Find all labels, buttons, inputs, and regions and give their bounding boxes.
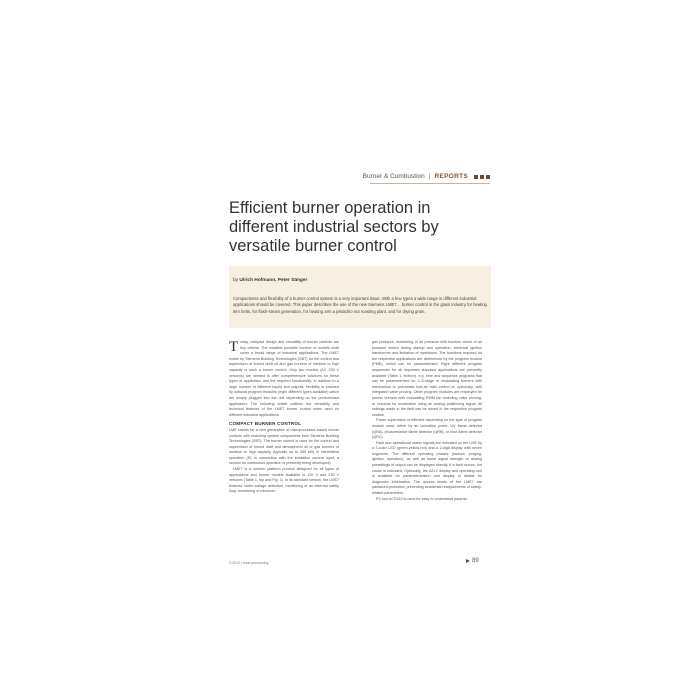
drop-cap: T [229,339,239,355]
subheading: COMPACT BURNER CONTROL [229,421,302,427]
footer-page [466,558,479,564]
square-icon [486,175,490,179]
square-icon [480,175,484,179]
square-icon [474,175,478,179]
section-header [363,173,490,180]
byline [233,278,307,283]
abstract: Compactness and flexibility of a burner control system is a very important issue. With a few types a wide range in different industrial applications should be covered. This paper describes the use of the new Siemens LME7… burner control in the glass industry for heating lehr belts, for flash-steam generation, for heating arm a pistachio nut roasting plant, and for drying grain. [233,296,487,314]
body-paragraph: LME7 is a uniform platform product designed for all types of applications and burner models available in 120 V and 230 V versions (Table 1, top and Fig. 1). In its standard version, the LME7 features under-voltage detection, monitoring of an external safety loop, monitoring of minimum [229,467,339,494]
page-number: 89 [472,558,479,564]
body-paragraph: Flame supervision is effected depending on the type of program module used, either by an ionization probe, UV flame detector (QRA), photoresistive flame detector (QRB), or blue-flame detector (QRC). [372,418,482,440]
text-column-2 [372,340,482,502]
category-label: REPORTS [434,173,468,180]
byline-prefix: by [233,278,239,283]
body-paragraph: PC tool ACS410 is used for easy to understand parame- [376,496,468,501]
authors: Ulrich Hofmann, Peter Sänger [239,278,308,283]
intro-paragraph [229,340,339,418]
triangle-icon [466,559,470,563]
intro-text: oday, compact design and versatility of burner controls are key criteria. The smallest possible number of models shall cover a broad range of industrial applications. The LME7 model by Siemens Building Technologies (SBT) for the control and supervision of forced draft oil and gas burners of medium to high capacity is such a burner control. Only two models (AC 230 V versions) are needed to offer comprehensive solutions for these types of application and the required functionality. In addition to a large number of different inputs and outputs, flexibility is ensured by optional program modules (eight different types available) which are simply plugged into the unit depending on the predominant application. The following article outlines the versatility and technical features of the LME7 burner control when used on different industrial applications. [229,340,339,417]
header-squares-icon [474,175,490,179]
article-title: Efficient burner operation in different industrial sectors by versatile burner control [229,199,439,255]
text-column-1 [229,340,339,495]
footer-issue: 2-2010 | heat processing [229,561,269,565]
header-rule [370,183,490,184]
header-separator: | [428,173,431,180]
section-label: Burner & Combustion [362,173,425,180]
body-paragraph: LME stands for a new generation of microprocessor-based burner controls with matching system components from Siemens Building Technologies (SBT). The burner control is used for the control and supervision of forced draft and atmospheric oil or gas burners of medium to high capacity (typically up to 350 kW) in intermittent operation (EL in connection with the ionization current input, a version for continuous operation is presently being developed). [229,427,339,466]
body-paragraph: gas pressure, monitoring of air pressure with function check of air pressure switch during startup and operation, electrical ignition transformer and limitation of repetitions. The functions required for the respective applications are determined by the program module (PME), which can be parameterized. Eight different program sequences for all important standard applications are presently available (Table 1, bottom), e.g. time and sequence programs that can be parameterized for 1-/2-stage or modulating burners with mechanical or pneumatic fuel-air ratio control or, optionally, with integrated valve proving. Other program modules are employed for premix burners with modulating PWM fan including valve proving, or versions for modulation using an analog positioning signal. All settings made in the field can be stored in the respective program module. [372,340,482,417]
body-paragraph: Fault and operational status signals are indicated on the LME by a 3-color LED (green-yellow-red) and a 2-digit display with seven segments. The different operating phases (lockout, purging, ignition, operation), as well as flame signal strength or analog presettings of output can be displayed directly. If a fault occurs, the cause is indicated. Optionally, the AZL2 display and operating unit is available for parameterization and display of details for diagnostic information. The access levels of the LME7 are password-protected, preventing accidental readjustments of safety-related parameters. [372,440,482,496]
